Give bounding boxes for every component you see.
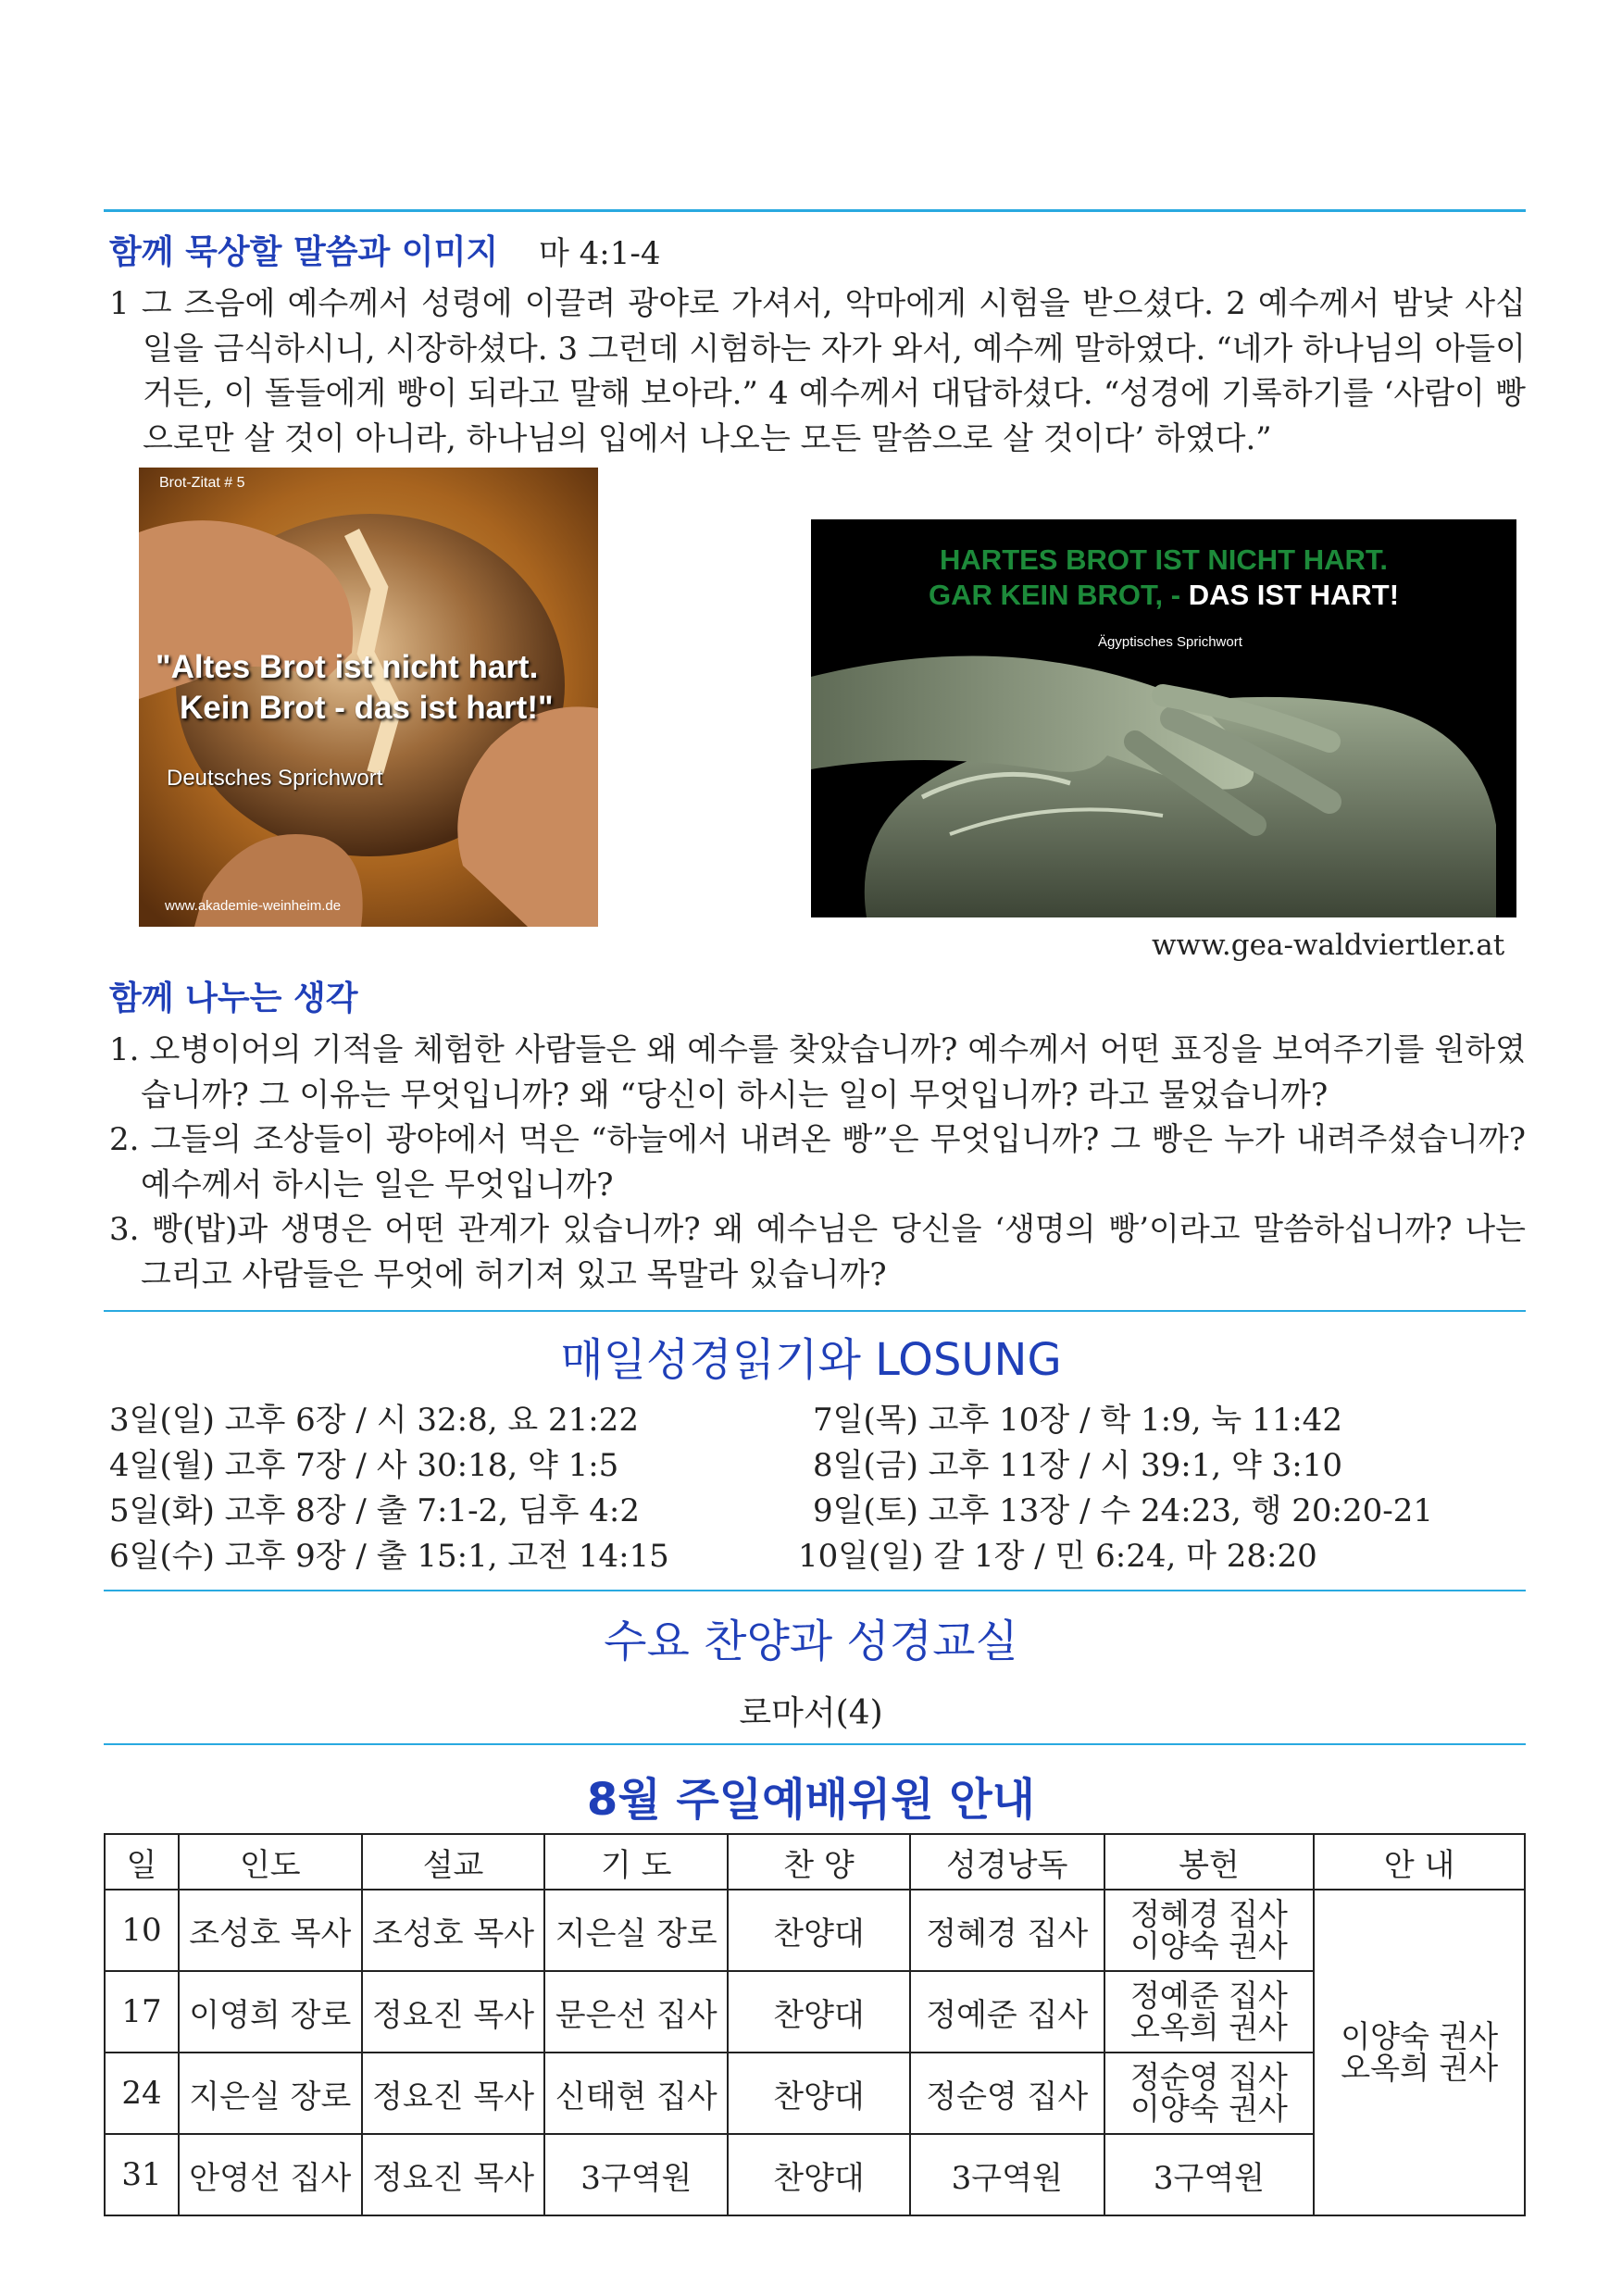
cell-praise: 찬양대 bbox=[728, 2053, 910, 2134]
cell-day: 10 bbox=[105, 1890, 179, 1971]
cell-scripture-reading: 정예준 집사 bbox=[910, 1971, 1104, 2053]
cell-praise: 찬양대 bbox=[728, 1971, 910, 2053]
reading-entry: 6일(수) 고후 9장 / 출 15:1, 고전 14:15 bbox=[109, 1538, 669, 1575]
wednesday-divider bbox=[104, 1590, 1526, 1591]
thoughts-list bbox=[109, 1028, 1526, 1297]
table-header-row bbox=[105, 1834, 1525, 1890]
offering-person: 정혜경 집사 bbox=[1129, 1896, 1288, 1932]
guide-person: 오옥희 권사 bbox=[1341, 2050, 1499, 2086]
quote-source: Deutsches Sprichwort bbox=[167, 766, 383, 791]
scripture-paragraph: 1 그 즈음에 예수께서 성령에 이끌려 광야로 가셔서, 악마에게 시험을 받으셨다. 2 예수께서 밤낮 사십 일을 금식하시니, 시장하셨다. 3 그런데 시험하는 자가 와서, 예수께 말하였다. “네가 하나님의 아들이거든, 이 돌들에게 빵이 되라고 말해 보아라.” 4 예수께서 대답하셨다. “성경에 기록하기를 ‘사람이 빵으로만 살 것이 아니라, 하나님의 입에서 나오는 모든 말씀으로 살 것이다’ 하였다.” bbox=[109, 285, 1526, 457]
german-quote-line1: "Altes Brot ist nicht hart. bbox=[156, 649, 539, 685]
offering-person: 이양숙 권사 bbox=[1129, 1928, 1288, 1964]
reading-entry: 4일(월) 고후 7장 / 사 30:18, 약 1:5 bbox=[109, 1447, 619, 1484]
reading-left-column bbox=[109, 1398, 669, 1579]
table-row bbox=[105, 2053, 1525, 2134]
cell-sermon: 정요진 목사 bbox=[362, 2053, 545, 2134]
wednesday-subtitle: 로마서(4) bbox=[739, 1694, 883, 1732]
cell-praise: 찬양대 bbox=[728, 2134, 910, 2215]
cell-leader: 조성호 목사 bbox=[179, 1890, 362, 1971]
cell-sermon: 정요진 목사 bbox=[362, 2134, 545, 2215]
egyptian-quote-line1: HARTES BROT IST NICHT HART. bbox=[940, 543, 1388, 576]
cell-scripture-reading: 정순영 집사 bbox=[910, 2053, 1104, 2134]
german-quote-line2: Kein Brot - das ist hart!" bbox=[180, 690, 554, 726]
table-row bbox=[105, 1890, 1525, 1971]
header-sermon: 설교 bbox=[362, 1834, 545, 1890]
cell-scripture-reading: 3구역원 bbox=[910, 2134, 1104, 2215]
bread-quote-image-left bbox=[139, 468, 598, 927]
cell-praise: 찬양대 bbox=[728, 1890, 910, 1971]
duty-roster-table bbox=[104, 1833, 1526, 2216]
cell-offering bbox=[1104, 1890, 1315, 1971]
cell-sermon: 조성호 목사 bbox=[362, 1890, 545, 1971]
offering-person: 정순영 집사 bbox=[1129, 2059, 1288, 2095]
header-scripture-reading: 성경낭독 bbox=[910, 1834, 1104, 1890]
reading-entry: 5일(화) 고후 8장 / 출 7:1-2, 딤후 4:2 bbox=[109, 1492, 641, 1529]
reading-entry: 3일(일) 고후 6장 / 시 32:8, 요 21:22 bbox=[109, 1402, 639, 1439]
offering-person: 오옥희 권사 bbox=[1129, 2009, 1288, 2045]
cell-offering bbox=[1104, 2053, 1315, 2134]
header-leader: 인도 bbox=[179, 1834, 362, 1890]
reading-entry: 7일(목) 고후 10장 / 학 1:9, 눅 11:42 bbox=[813, 1402, 1342, 1439]
duty-title: 8월 주일예배위원 안내 bbox=[586, 1774, 1036, 1826]
quote-url: www.akademie-weinheim.de bbox=[165, 898, 342, 914]
thought-item: 2. 그들의 조상들이 광야에서 먹은 “하늘에서 내려온 빵”은 무엇입니까? 그 빵은 누가 내려주셨습니까? 예수께서 하시는 일은 무엇입니까? bbox=[109, 1121, 1526, 1204]
cell-prayer: 3구역원 bbox=[544, 2134, 728, 2215]
image-credit: www.gea-waldviertler.at bbox=[1152, 929, 1505, 962]
header-offering: 봉헌 bbox=[1104, 1834, 1315, 1890]
table-row bbox=[105, 2134, 1525, 2215]
egyptian-quote-line2 bbox=[811, 579, 1516, 612]
reading-entry: 10일(일) 갈 1장 / 민 6:24, 마 28:20 bbox=[798, 1538, 1317, 1575]
cell-day: 17 bbox=[105, 1971, 179, 2053]
egyptian-quote-source: Ägyptisches Sprichwort bbox=[1098, 634, 1242, 650]
bread-quote-image-right bbox=[811, 519, 1516, 917]
header-day: 일 bbox=[105, 1834, 179, 1890]
cell-prayer: 신태현 집사 bbox=[544, 2053, 728, 2134]
top-divider bbox=[104, 209, 1526, 212]
wednesday-title: 수요 찬양과 성경교실 bbox=[604, 1616, 1018, 1667]
meditation-title: 함께 묵상할 말씀과 이미지 bbox=[109, 233, 499, 271]
reading-title: 매일성경읽기와 LOSUNG bbox=[560, 1334, 1062, 1386]
thought-item: 1. 오병이어의 기적을 체험한 사람들은 왜 예수를 찾았습니까? 예수께서 어떤 표징을 보여주기를 원하였습니까? 그 이유는 무엇입니까? 왜 “당신이 하시는 일이 무엇입니까? 라고 물었습니까? bbox=[109, 1031, 1526, 1114]
reading-right-column bbox=[798, 1398, 1433, 1579]
quote-tag: Brot-Zitat # 5 bbox=[159, 475, 245, 491]
scripture-reference: 마 4:1-4 bbox=[539, 235, 661, 272]
scripture-text bbox=[109, 281, 1526, 461]
cell-guide bbox=[1314, 1890, 1525, 2215]
cell-leader: 이영희 장로 bbox=[179, 1971, 362, 2053]
duty-divider bbox=[104, 1743, 1526, 1745]
thought-item: 3. 빵(밥)과 생명은 어떤 관계가 있습니까? 왜 예수님은 당신을 ‘생명의 빵’이라고 말씀하십니까? 나는 그리고 사람들은 무엇에 허기져 있고 목말라 있습니까? bbox=[109, 1211, 1526, 1293]
header-guide: 안 내 bbox=[1314, 1834, 1525, 1890]
cell-day: 24 bbox=[105, 2053, 179, 2134]
thoughts-title: 함께 나누는 생각 bbox=[109, 980, 358, 1017]
header-praise: 찬 양 bbox=[728, 1834, 910, 1890]
cell-scripture-reading: 정혜경 집사 bbox=[910, 1890, 1104, 1971]
cell-leader: 지은실 장로 bbox=[179, 2053, 362, 2134]
reading-entry: 9일(토) 고후 13장 / 수 24:23, 행 20:20-21 bbox=[813, 1492, 1433, 1529]
cell-offering bbox=[1104, 1971, 1315, 2053]
reading-divider bbox=[104, 1310, 1526, 1312]
offering-person: 이양숙 권사 bbox=[1129, 2090, 1288, 2127]
offering-person: 정예준 집사 bbox=[1129, 1978, 1288, 2014]
cell-sermon: 정요진 목사 bbox=[362, 1971, 545, 2053]
cell-leader: 안영선 집사 bbox=[179, 2134, 362, 2215]
quote-white-part: DAS IST HART! bbox=[1188, 579, 1400, 611]
cell-day: 31 bbox=[105, 2134, 179, 2215]
reading-entry: 8일(금) 고후 11장 / 시 39:1, 약 3:10 bbox=[813, 1447, 1342, 1484]
cell-prayer: 지은실 장로 bbox=[544, 1890, 728, 1971]
cell-offering: 3구역원 bbox=[1104, 2134, 1315, 2215]
quote-green-part: GAR KEIN BROT, - bbox=[928, 579, 1189, 611]
cell-prayer: 문은선 집사 bbox=[544, 1971, 728, 2053]
header-prayer: 기 도 bbox=[544, 1834, 728, 1890]
table-row bbox=[105, 1971, 1525, 2053]
guide-person: 이양숙 권사 bbox=[1341, 2018, 1499, 2054]
